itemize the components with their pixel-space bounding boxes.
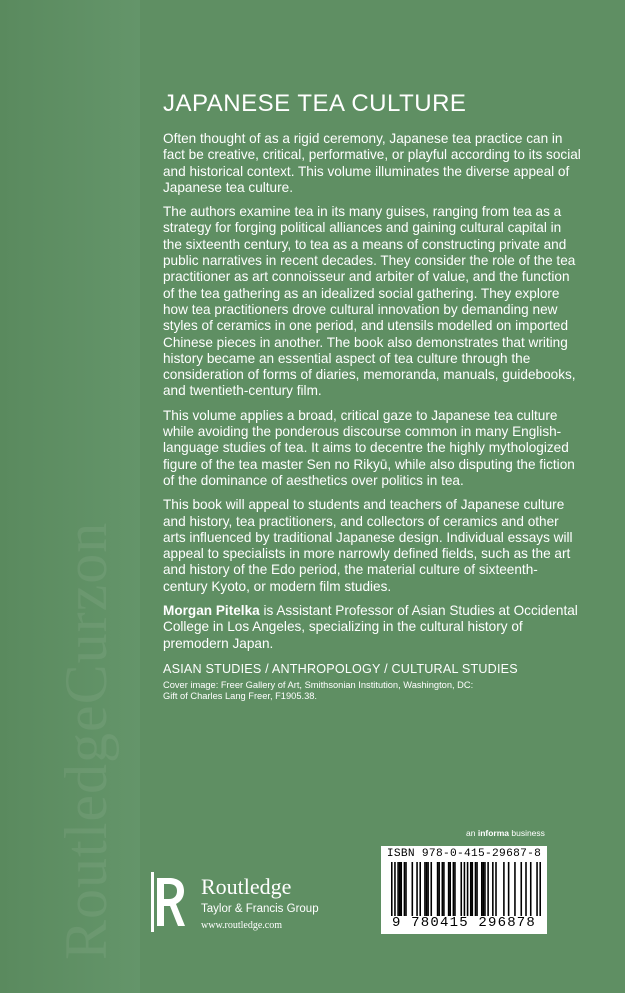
barcode-bar <box>399 862 401 916</box>
barcode-bar <box>442 862 444 916</box>
barcode-bar <box>476 862 478 916</box>
barcode-bar <box>460 862 462 916</box>
subject-categories: ASIAN STUDIES / ANTHROPOLOGY / CULTURAL STUDIES <box>163 661 518 676</box>
barcode-bar <box>492 862 494 916</box>
barcode-bar <box>487 862 489 916</box>
blurb-paragraph-3: This volume applies a broad, critical gaze to Japanese tea culture while avoiding the ponderous discourse common in many English-language studies of tea. It aims to decentre the highly mythologized figure of the tea master Sen no Rikyū, while also disputing the fiction of the dominance of aesthetics over politics in tea. <box>163 407 575 488</box>
cover-credit-line-1: Cover image: Freer Gallery of Art, Smithsonian Institution, Washington, DC: <box>163 679 474 690</box>
publisher-group: Taylor & Francis Group <box>201 903 319 915</box>
barcode-bar <box>416 862 418 916</box>
cover-credit-line-2: Gift of Charles Lang Freer, F1905.38. <box>163 691 317 702</box>
barcode-bar <box>472 862 474 916</box>
publisher-url: www.routledge.com <box>201 920 282 931</box>
isbn-label: ISBN 978-0-415-29687-8 <box>386 848 542 860</box>
blurb-paragraph-1: Often thought of as a rigid ceremony, Japanese tea practice can in fact be creative, critical, performative, or playful according to its social and historical context. This volume illuminates the diverse appeal of Japanese tea culture. <box>163 131 581 195</box>
barcode-bar <box>467 862 469 916</box>
barcode-bar <box>470 862 472 916</box>
barcode-bar <box>454 862 456 916</box>
barcode-bar <box>530 862 532 916</box>
barcode-bar <box>394 862 396 916</box>
barcode-bar <box>449 862 451 916</box>
informa-brand: informa <box>477 828 509 838</box>
author-bio-text: is Assistant Professor of Asian Studies at Occidental College in Los Angeles, specializing in the cultural history of premodern Japan. <box>163 603 578 651</box>
barcode-bar <box>424 862 426 916</box>
publisher-logo <box>151 872 351 942</box>
publisher-name: Routledge <box>201 874 292 899</box>
blurb-paragraph-4: This book will appeal to students and teachers of Japanese culture and history, tea practitioners, and collectors of ceramics and other arts influenced by traditional Japanese design. Individual essays will appeal to specialists in more narrowly defined fields, such as the art and history of the Edo period, the material culture of sixteenth-century Kyoto, or modern film studies. <box>163 497 573 594</box>
barcode-bar <box>405 862 407 916</box>
barcode-bar <box>430 862 432 916</box>
blurb-paragraph-2: The authors examine tea in its many guises, ranging from tea as a strategy for forging political alliances and gaining cultural capital in the sixteenth century, to tea as a means of constructing private and public narratives in recent decades. They consider the role of the tea practitioner as art connoisseur and arbiter of value, and the function of the tea gathering as an idealized social gathering. They explore how tea practitioners drove cultural innovation by demanding new styles of ceramics in one period, and utensils modelled on imported Chinese pieces in another. The book also demonstrates that writing history became an essential aspect of tea culture through the consideration of forms of diaries, memoranda, manuals, guidebooks, and twentieth-century film. <box>163 204 576 399</box>
informa-business-tag <box>466 828 545 838</box>
book-title: JAPANESE TEA CULTURE <box>163 90 467 117</box>
barcode-bar <box>404 862 406 916</box>
barcode-bar <box>464 862 466 916</box>
barcode-bar <box>520 862 522 916</box>
informa-suffix: business <box>509 828 545 838</box>
barcode-bar <box>514 862 516 916</box>
barcode-bar <box>503 862 505 916</box>
cover-credit <box>163 680 581 703</box>
barcode-bar <box>397 862 399 916</box>
barcode-bar <box>400 862 402 916</box>
author-name: Morgan Pitelka <box>163 603 260 619</box>
author-bio <box>163 603 581 652</box>
barcode-bar <box>508 862 510 916</box>
barcode-bar <box>495 862 497 916</box>
barcode-bar <box>443 862 445 916</box>
barcode-bar <box>536 862 538 916</box>
barcode-bar <box>391 862 393 916</box>
barcode-bar <box>453 862 455 916</box>
publisher-watermark: RoutledgeCurzon <box>53 521 119 960</box>
back-cover-text <box>163 90 581 703</box>
ean-number: 9 780415 296878 <box>391 915 537 931</box>
barcode-bar <box>475 862 477 916</box>
barcode-bar <box>525 862 527 916</box>
barcode-bar <box>437 862 439 916</box>
barcode-bar <box>438 862 440 916</box>
routledge-mark-icon <box>151 872 185 932</box>
barcode-bar <box>483 862 485 916</box>
barcode-bar <box>419 862 421 916</box>
barcode-bar <box>539 862 541 916</box>
barcode-bar <box>481 862 483 916</box>
barcode-bar <box>427 862 429 916</box>
barcode-bar <box>426 862 428 916</box>
informa-prefix: an <box>466 828 478 838</box>
barcode-bar <box>448 862 450 916</box>
barcode-bar <box>484 862 486 916</box>
barcode-bar <box>412 862 414 916</box>
isbn-barcode <box>381 846 547 934</box>
barcode-bars <box>391 862 541 916</box>
